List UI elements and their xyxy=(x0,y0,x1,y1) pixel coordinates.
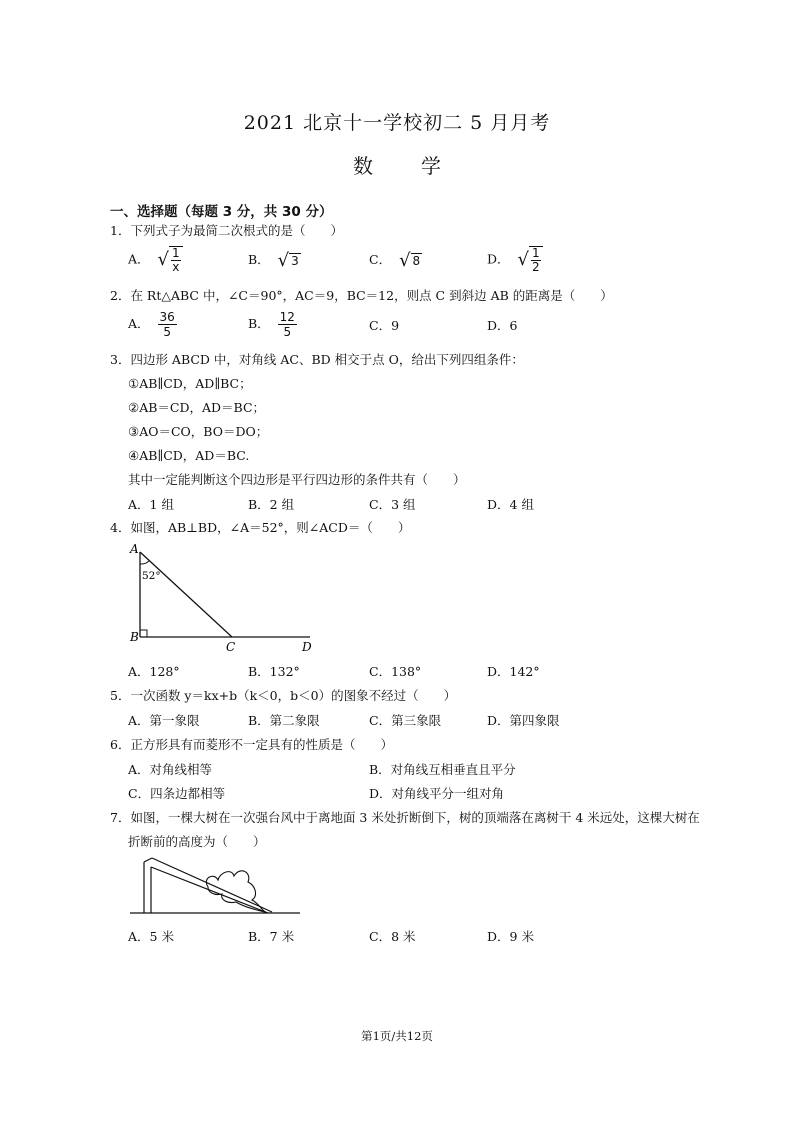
sqrt-expression: √ 3 xyxy=(277,249,299,271)
label-b: B xyxy=(130,630,139,644)
break-top xyxy=(144,858,152,862)
q2-stem: 2．在 Rt△ABC 中，∠C＝90°，AC＝9，BC＝12，则点 C 到斜边 AB 的距离是（ ） xyxy=(110,288,613,303)
option-label: A． xyxy=(128,316,150,331)
q4-figure xyxy=(120,540,320,655)
numerator: 1 xyxy=(172,246,180,260)
denominator: x xyxy=(172,260,180,274)
q1-option-d xyxy=(487,246,543,274)
q3-option-a: A．1 组 xyxy=(128,497,174,512)
q3-stem: 3．四边形 ABCD 中，对角线 AC、BD 相交于点 O，给出下列四组条件： xyxy=(110,352,524,367)
exam-title: 2021 北京十一学校初二 5 月月考 xyxy=(243,112,551,134)
option-label: A． xyxy=(128,251,150,267)
fraction xyxy=(278,310,297,339)
sqrt-expression: √ 8 xyxy=(399,249,421,271)
label-c: C xyxy=(226,640,236,654)
denominator: 2 xyxy=(532,260,540,274)
q7-stem-line1: 7．如图，一棵大树在一次强台风中于离地面 3 米处折断倒下，树的顶端落在离树干 4 米远处，这棵大树在 xyxy=(110,810,700,825)
q7-option-c: C．8 米 xyxy=(369,929,416,944)
q4-option-d: D．142° xyxy=(487,664,540,679)
numerator: 12 xyxy=(279,310,295,324)
q4-option-c: C．138° xyxy=(369,664,422,679)
subject-char-1: 数 xyxy=(353,154,373,178)
option-label: D． xyxy=(487,251,510,267)
q7-option-b: B．7 米 xyxy=(248,929,295,944)
q3-condition-4: ④AB∥CD，AD＝BC. xyxy=(128,448,250,463)
numerator: 36 xyxy=(159,310,175,324)
q3-option-d: D．4 组 xyxy=(487,497,534,512)
q7-stem-line2: 折断前的高度为（ ） xyxy=(128,834,266,849)
q3-condition-1: ①AB∥CD，AD∥BC； xyxy=(128,376,252,391)
q5-option-b: B．第二象限 xyxy=(248,713,320,728)
q4-stem: 4．如图，AB⊥BD，∠A＝52°，则∠ACD＝（ ） xyxy=(110,520,411,535)
q2-option-a xyxy=(128,310,177,339)
q6-option-c: C．四条边都相等 xyxy=(128,786,226,801)
q7-tree-figure xyxy=(128,852,308,918)
option-label: C． xyxy=(369,252,392,267)
q2-option-d: D．6 xyxy=(487,318,518,333)
q3-option-c: C．3 组 xyxy=(369,497,416,512)
denominator: 5 xyxy=(283,325,292,339)
q1-option-c xyxy=(369,250,422,270)
q7-option-a: A．5 米 xyxy=(128,929,174,944)
q5-option-c: C．第三象限 xyxy=(369,713,442,728)
q1-option-a xyxy=(128,246,183,274)
q6-stem: 6．正方形具有而菱形不一定具有的性质是（ ） xyxy=(110,737,393,752)
segment-ac xyxy=(140,552,232,637)
q3-option-b: B．2 组 xyxy=(248,497,295,512)
q5-option-a: A．第一象限 xyxy=(128,713,200,728)
q5-stem: 5．一次函数 y＝kx+b（k＜0，b＜0）的图象不经过（ ） xyxy=(110,688,457,703)
denominator: 5 xyxy=(163,325,171,339)
sqrt-expression: √ $\frac{1}{x}$ xyxy=(158,246,183,274)
fallen-trunk-top xyxy=(152,858,272,912)
q2-option-b xyxy=(248,310,297,339)
right-angle-mark xyxy=(140,630,147,637)
section-heading: 一、选择题（每题 3 分，共 30 分） xyxy=(110,204,333,220)
q3-condition-2: ②AB＝CD，AD＝BC； xyxy=(128,400,266,415)
radicand: 8 xyxy=(412,254,421,268)
q7-option-d: D．9 米 xyxy=(487,929,534,944)
radicand: 3 xyxy=(291,254,299,268)
subject-char-2: 学 xyxy=(421,154,441,178)
q4-option-b: B．132° xyxy=(248,664,300,679)
angle-arc xyxy=(140,561,149,564)
q1-stem: 1．下列式子为最简二次根式的是（ ） xyxy=(110,223,343,238)
q6-option-d: D．对角线平分一组对角 xyxy=(369,786,505,801)
fraction xyxy=(158,310,177,339)
q5-option-d: D．第四象限 xyxy=(487,713,560,728)
fallen-trunk-bottom xyxy=(151,867,268,913)
q1-option-b xyxy=(248,250,301,270)
numerator: 1 xyxy=(532,246,540,260)
option-label: B． xyxy=(248,316,270,331)
label-angle: 52° xyxy=(142,570,161,582)
q4-option-a: A．128° xyxy=(128,664,180,679)
subject-title xyxy=(0,150,794,179)
q3-question: 其中一定能判断这个四边形是平行四边形的条件共有（ ） xyxy=(128,472,466,487)
q3-condition-3: ③AO＝CO，BO＝DO； xyxy=(128,424,269,439)
q2-option-c: C．9 xyxy=(369,318,400,333)
page-footer: 第1页/共12页 xyxy=(361,1029,433,1043)
q6-option-b: B．对角线互相垂直且平分 xyxy=(369,762,516,777)
option-label: B． xyxy=(248,252,270,267)
q6-option-a: A．对角线相等 xyxy=(128,762,213,777)
label-a: A xyxy=(130,542,139,556)
label-d: D xyxy=(302,640,312,654)
sqrt-expression: √ $\frac{1}{2}$ xyxy=(518,246,543,274)
